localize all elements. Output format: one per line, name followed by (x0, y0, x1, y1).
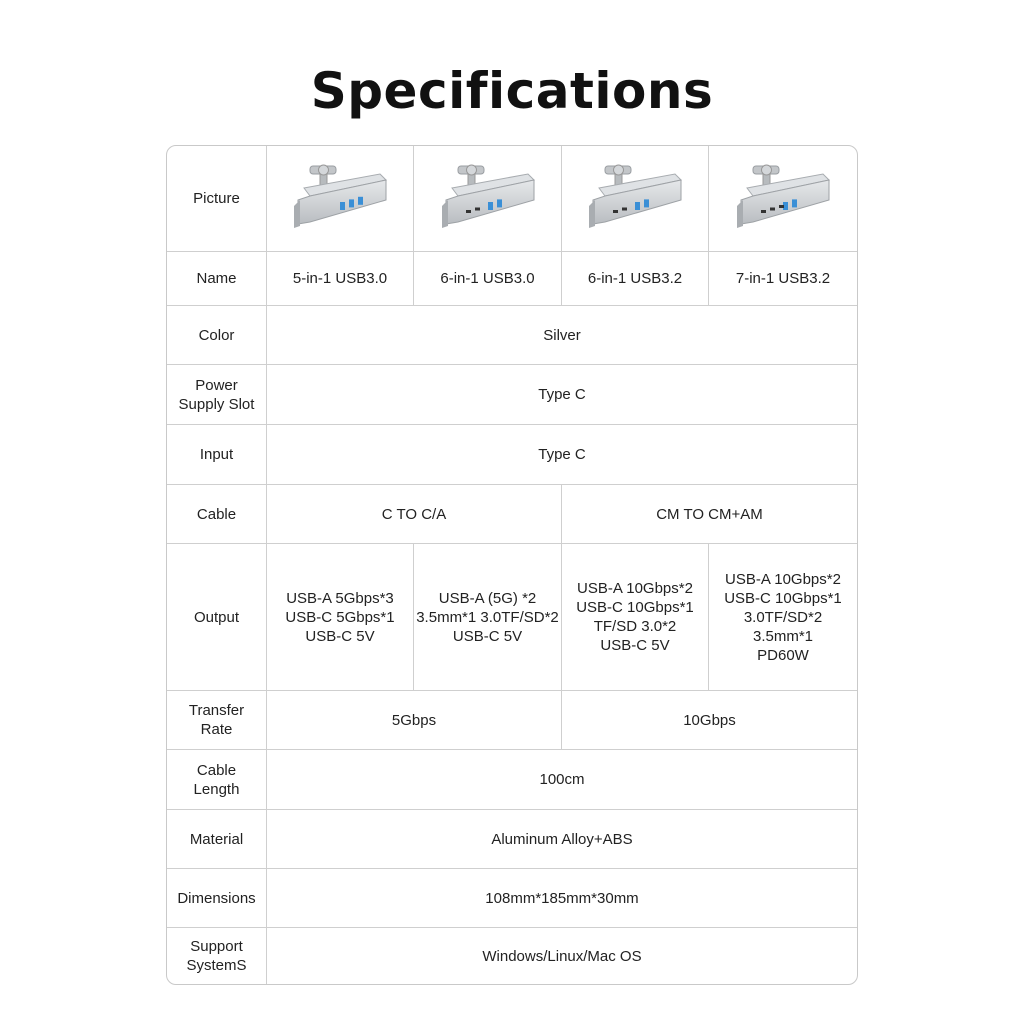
row-label-transfer-rate (167, 691, 267, 750)
output-line: USB-C 5V (600, 637, 670, 654)
output-line: PD60W (757, 646, 809, 664)
name-cell: 7-in-1 USB3.2 (709, 252, 857, 306)
usb-hub-clamp-6in1-icon (416, 160, 559, 238)
usb-hub-clamp-5in1-icon (269, 160, 411, 238)
row-label-cable-length (167, 750, 267, 810)
cable-value: CM TO CM+AM (562, 485, 857, 544)
output-line: TF/SD 3.0*2 (593, 618, 677, 635)
row-label-support-systems (167, 928, 267, 984)
row-cable-length (167, 750, 857, 810)
output-line: USB-C 5V (452, 627, 523, 645)
transfer-rate-value: 5Gbps (267, 691, 562, 750)
label-line: Supply Slot (178, 395, 255, 413)
output-line: 3.5mm*1 3.0TF/SD*2 (416, 608, 559, 626)
cable-value: C TO C/A (267, 485, 562, 544)
row-label-picture: Picture (167, 146, 267, 252)
name-cell: 5-in-1 USB3.0 (267, 252, 414, 306)
label-line: Length (193, 780, 240, 798)
output-line: USB-A (5G) *2 (438, 589, 537, 607)
dimensions-value: 108mm*185mm*30mm (267, 869, 857, 928)
row-label-color: Color (167, 306, 267, 365)
label-line: Cable (196, 761, 237, 779)
output-line: USB-A 10Gbps*2 (577, 580, 693, 597)
material-value: Aluminum Alloy+ABS (267, 810, 857, 869)
row-picture (167, 146, 857, 252)
row-output (167, 544, 857, 691)
row-label-dimensions: Dimensions (167, 869, 267, 928)
power-supply-value: Type C (267, 365, 857, 425)
row-label-name: Name (167, 252, 267, 306)
label-line: Transfer (188, 702, 245, 719)
name-cell: 6-in-1 USB3.0 (414, 252, 562, 306)
output-line: USB-A 5Gbps*3 (286, 589, 394, 607)
row-cable (167, 485, 857, 544)
name-cell: 6-in-1 USB3.2 (562, 252, 709, 306)
label-line: Rate (200, 721, 233, 738)
output-cell (709, 544, 857, 691)
color-value: Silver (267, 306, 857, 365)
row-power-supply (167, 365, 857, 425)
input-value: Type C (267, 425, 857, 485)
output-line: 3.0TF/SD*2 (743, 608, 823, 626)
row-color (167, 306, 857, 365)
transfer-rate-value: 10Gbps (562, 691, 857, 750)
output-cell (267, 544, 414, 691)
output-line: USB-C 10Gbps*1 (576, 599, 694, 616)
product-image-5in1 (267, 146, 414, 252)
product-image-6in1-usb30 (414, 146, 562, 252)
page-title: Specifications (310, 62, 714, 120)
label-line: Power (195, 376, 238, 394)
support-systems-value: Windows/Linux/Mac OS (482, 947, 642, 965)
label-line: Support (190, 938, 243, 955)
row-input (167, 425, 857, 485)
row-label-input: Input (167, 425, 267, 485)
output-cell (562, 544, 709, 691)
row-name (167, 252, 857, 306)
row-transfer-rate (167, 691, 857, 750)
row-material (167, 810, 857, 869)
row-label-output: Output (167, 544, 267, 691)
output-line: USB-C 5V (305, 627, 375, 645)
output-line: USB-C 5Gbps*1 (285, 608, 395, 626)
output-line: USB-A 10Gbps*2 (725, 570, 841, 588)
row-label-material: Material (167, 810, 267, 869)
output-cell (414, 544, 562, 691)
product-image-7in1 (709, 146, 857, 252)
row-support-systems (167, 928, 857, 984)
row-dimensions (167, 869, 857, 928)
product-image-6in1-usb32 (562, 146, 709, 252)
row-label-power-supply (167, 365, 267, 425)
usb-hub-clamp-6in1-icon (564, 160, 706, 238)
spec-table (166, 145, 858, 985)
output-line: USB-C 10Gbps*1 (724, 589, 842, 607)
usb-hub-clamp-7in1-icon (711, 160, 855, 238)
label-line: SystemS (186, 957, 247, 974)
output-line: 3.5mm*1 (752, 627, 814, 645)
cable-length-value: 100cm (267, 750, 857, 810)
row-label-cable: Cable (167, 485, 267, 544)
